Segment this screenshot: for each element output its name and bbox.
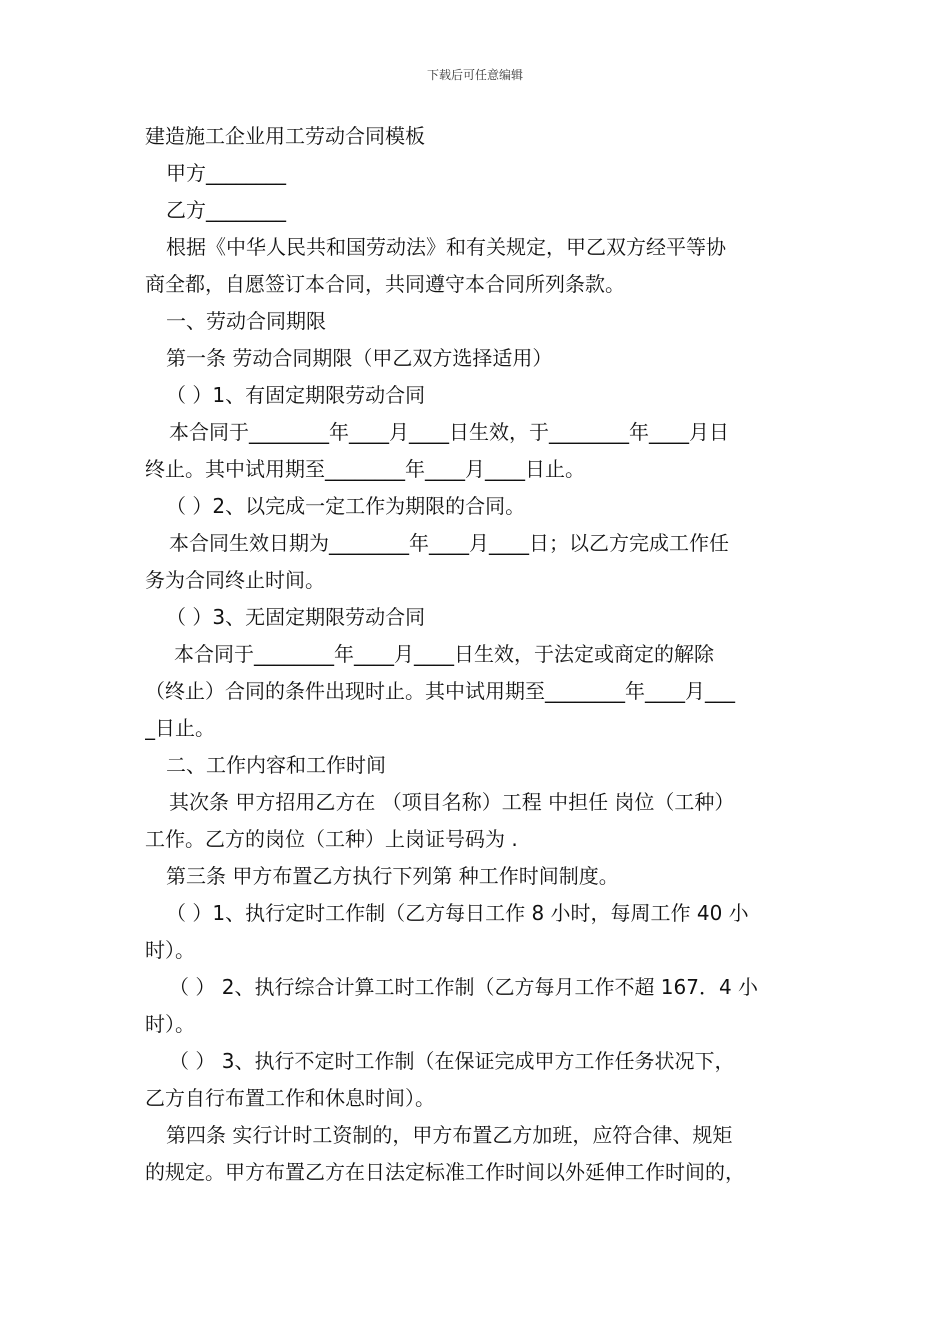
document-line: 第四条 实行计时工资制的，甲方布置乙方加班，应符合律、规矩 (166, 1123, 733, 1147)
document-line: 商全都，自愿签订本合同，共同遵守本合同所列条款。 (145, 272, 625, 296)
document-line: 乙方________ (166, 198, 286, 222)
document-line: 终止。其中试用期至________年____月____日止。 (145, 457, 585, 481)
document-line: （ ）3、无固定期限劳动合同 (166, 605, 426, 629)
document-line: 务为合同终止时间。 (145, 568, 325, 592)
document-line: （ ） 2、执行综合计算工时工作制（乙方每月工作不超 167．4 小 (169, 975, 759, 999)
document-line: 工作。乙方的岗位（工种）上岗证号码为 . (145, 827, 518, 851)
header-note: 下载后可任意编辑 (426, 68, 523, 82)
document-line: （ ）1、有固定期限劳动合同 (166, 383, 426, 407)
document-line: 本合同于________年____月____日生效，于________年____月日 (169, 420, 729, 444)
document-line: 其次条 甲方招用乙方在 （项目名称）工程 中担任 岗位（工种） (169, 790, 735, 814)
document-line: 二、工作内容和工作时间 (166, 753, 386, 777)
document-line: 第一条 劳动合同期限（甲乙双方选择适用） (166, 346, 553, 370)
document-line: （终止）合同的条件出现时止。其中试用期至________年____月___ (145, 679, 735, 703)
document-line: 时）。 (145, 1012, 195, 1036)
document-line: （ ）2、以完成一定工作为期限的合同。 (166, 494, 526, 518)
document-line: 的规定。甲方布置乙方在日法定标准工作时间以外延伸工作时间的， (145, 1160, 745, 1184)
document-line: （ ）1、执行定时工作制（乙方每日工作 8 小时，每周工作 40 小 (166, 901, 749, 925)
document-line: 本合同于________年____月____日生效，于法定或商定的解除 (174, 642, 714, 666)
document-line: 第三条 甲方布置乙方执行下列第 种工作时间制度。 (166, 864, 619, 888)
document-title: 建造施工企业用工劳动合同模板 (145, 124, 425, 148)
document-line: 本合同生效日期为________年____月____日；以乙方完成工作任 (169, 531, 729, 555)
document-line: _日止。 (145, 716, 215, 740)
document-line: （ ） 3、执行不定时工作制（在保证完成甲方工作任务状况下， (169, 1049, 735, 1073)
document-line: 根据《中华人民共和国劳动法》和有关规定，甲乙双方经平等协 (166, 235, 726, 259)
document-line: 一、劳动合同期限 (166, 309, 326, 333)
document-line: 乙方自行布置工作和休息时间）。 (145, 1086, 435, 1110)
document-line: 甲方________ (166, 161, 286, 185)
document-line: 时）。 (145, 938, 195, 962)
document-body (145, 118, 815, 1191)
